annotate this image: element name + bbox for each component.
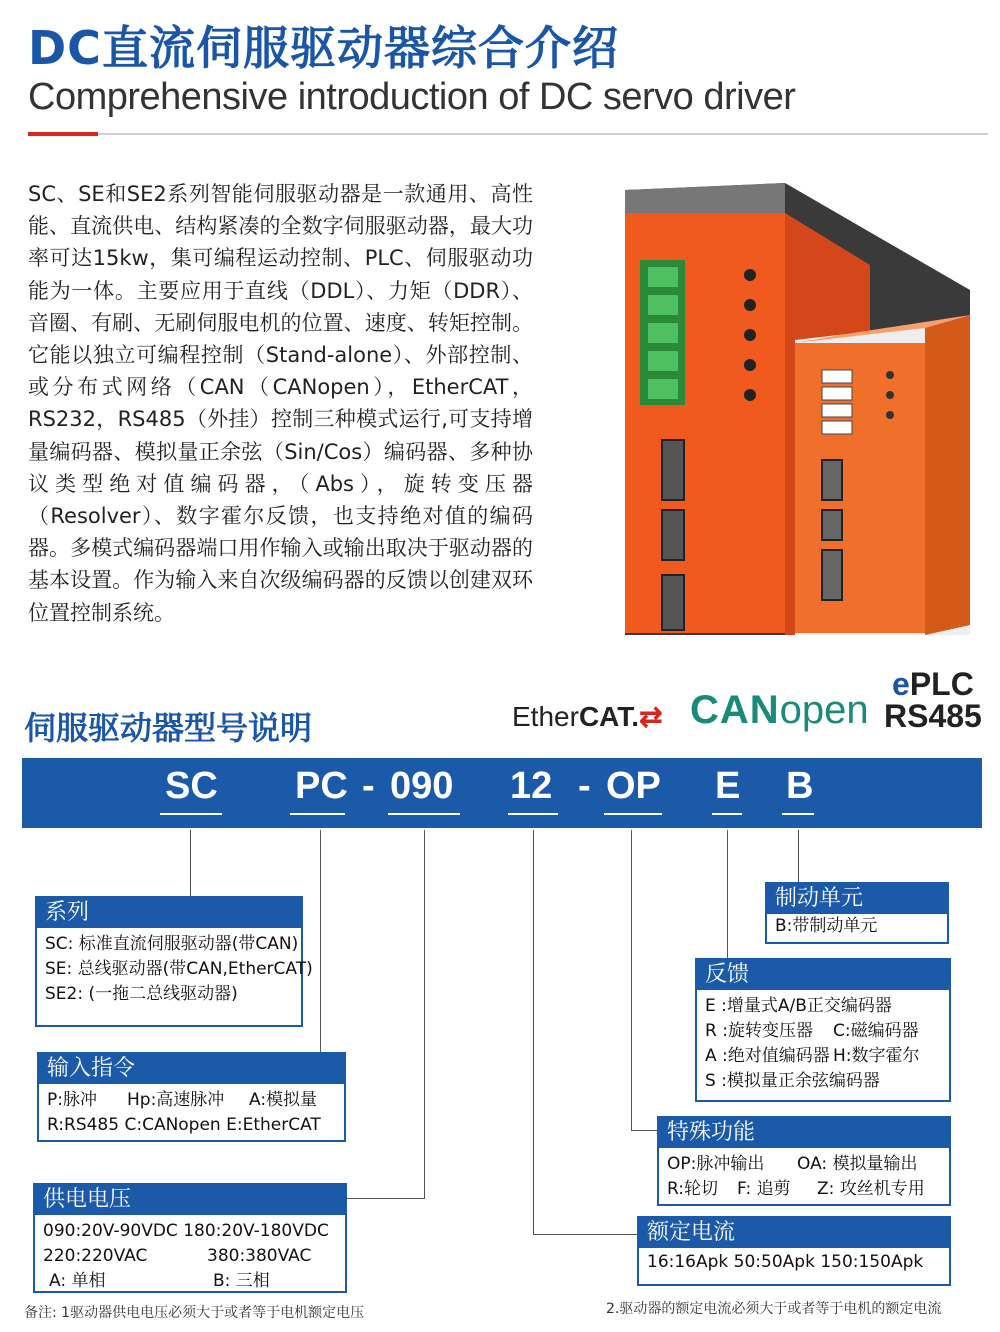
box-line: Z: 攻丝机专用 bbox=[817, 1179, 925, 1199]
underline bbox=[508, 813, 558, 815]
box-title: 输入指令 bbox=[39, 1054, 344, 1084]
box-line: H:数字霍尔 bbox=[833, 1046, 920, 1066]
connector-line bbox=[727, 830, 728, 960]
code-input: PC bbox=[295, 765, 348, 807]
connector-line bbox=[798, 830, 799, 885]
connector-line bbox=[190, 830, 191, 898]
box-voltage bbox=[33, 1183, 347, 1293]
box-line: Hp:高速脉冲 bbox=[127, 1090, 225, 1110]
box-line: 090:20V-90VDC 180:20V-180VDC bbox=[43, 1221, 329, 1241]
box-feedback bbox=[695, 958, 951, 1102]
box-line: 220:220VAC bbox=[43, 1246, 148, 1266]
box-line: A:模拟量 bbox=[249, 1090, 318, 1110]
box-line: E :增量式A/B正交编码器 bbox=[705, 996, 892, 1016]
header-accent-bar bbox=[28, 132, 98, 136]
connector-line bbox=[631, 830, 632, 1130]
code-dash: - bbox=[362, 765, 375, 807]
code-dash: - bbox=[578, 765, 591, 807]
footnote-1: 备注: 1驱动器供电电压必须大于或者等于电机额定电压 bbox=[24, 1305, 365, 1321]
box-line: 16:16Apk 50:50Apk 150:150Apk bbox=[647, 1252, 924, 1272]
code-special: OP bbox=[606, 765, 661, 807]
product-image bbox=[600, 165, 995, 655]
connector-line bbox=[345, 1198, 425, 1199]
canopen-logo: CANopen bbox=[690, 688, 869, 732]
underline bbox=[782, 813, 814, 815]
connector-line bbox=[424, 830, 425, 1198]
box-line: R:RS485 C:CANopen E:EtherCAT bbox=[47, 1115, 321, 1135]
section-title-model: 伺服驱动器型号说明 bbox=[24, 709, 313, 747]
connector-line bbox=[533, 830, 534, 1235]
box-series bbox=[35, 896, 313, 1027]
box-line: OA: 模拟量输出 bbox=[797, 1154, 918, 1174]
underline bbox=[604, 813, 662, 815]
box-line: B: 三相 bbox=[213, 1271, 270, 1291]
box-title: 额定电流 bbox=[639, 1218, 949, 1248]
box-line: R:轮切 bbox=[667, 1179, 719, 1199]
header-divider bbox=[28, 133, 988, 135]
ethercat-logo: EtherCAT.⇄ bbox=[512, 701, 663, 732]
page-title: DC直流伺服驱动器综合介绍 bbox=[28, 21, 619, 75]
box-line: SE: 总线驱动器(带CAN,EtherCAT) bbox=[45, 959, 313, 979]
footnote-2: 2.驱动器的额定电流必须大于或者等于电机的额定电流 bbox=[606, 1301, 942, 1317]
box-title: 供电电压 bbox=[35, 1185, 345, 1215]
box-line: SC: 标准直流伺服驱动器(带CAN) bbox=[45, 934, 299, 954]
code-voltage: 090 bbox=[390, 765, 454, 807]
box-title: 特殊功能 bbox=[659, 1118, 949, 1148]
code-feedback: E bbox=[715, 765, 741, 807]
box-title: 制动单元 bbox=[767, 884, 947, 914]
box-line: A :绝对值编码器 bbox=[705, 1046, 830, 1066]
page-subtitle: Comprehensive introduction of DC servo driver bbox=[28, 76, 796, 118]
box-input bbox=[37, 1052, 346, 1142]
box-title: 系列 bbox=[37, 898, 301, 928]
intro-paragraph: SC、SE和SE2系列智能伺服驱动器是一款通用、高性能、直流供电、结构紧凑的全数字伺服驱动器，最大功率可达15kw，集可编程运动控制、PLC、伺服驱动功能为一体。主要应用于直线（DDL）、力矩（DDR）、音圈、有刷、无刷伺服电机的位置、速度、转矩控制。它能以独立可编程控制（Stand-alone）、外部控制、或分布式网络（CAN（CANopen），EtherCAT，RS232，RS485（外挂）控制三种模式运行,可支持增量编码器、模拟量正余弦（Sin/Cos）编码器、多种协议类型绝对值编码器，（Abs），旋转变压器（Resolver）、数字霍尔反馈，也支持绝对值的编码器。多模式编码器端口用作输入或输出取决于驱动器的基本设置。作为输入来自次级编码器的反馈以创建双环位置控制系统。 bbox=[28, 182, 533, 625]
code-brake: B bbox=[786, 765, 814, 807]
box-line: B:带制动单元 bbox=[775, 916, 878, 936]
box-line: P:脉冲 bbox=[47, 1090, 97, 1110]
underline bbox=[388, 813, 460, 815]
code-series: SC bbox=[165, 765, 218, 807]
box-line: OP:脉冲输出 bbox=[667, 1154, 765, 1174]
box-line: S :模拟量正余弦编码器 bbox=[705, 1071, 880, 1091]
code-current: 12 bbox=[510, 765, 553, 807]
box-line: R :旋转变压器 bbox=[705, 1021, 813, 1041]
underline bbox=[160, 813, 222, 815]
box-brake bbox=[765, 882, 949, 944]
eplc-rs485-logo: ePLC RS485 bbox=[884, 666, 982, 734]
box-special bbox=[657, 1116, 951, 1206]
underline bbox=[712, 813, 742, 815]
underline bbox=[290, 813, 345, 815]
box-line: A: 单相 bbox=[49, 1271, 106, 1291]
connector-line bbox=[320, 830, 321, 1055]
box-line: SE2: (一拖二总线驱动器) bbox=[45, 984, 238, 1004]
connector-line bbox=[631, 1130, 659, 1131]
box-line: C:磁编码器 bbox=[833, 1021, 919, 1041]
box-title: 反馈 bbox=[697, 960, 949, 990]
connector-line bbox=[533, 1234, 639, 1235]
box-line: F: 追剪 bbox=[737, 1179, 791, 1199]
box-current bbox=[637, 1216, 951, 1286]
box-line: 380:380VAC bbox=[207, 1246, 312, 1266]
